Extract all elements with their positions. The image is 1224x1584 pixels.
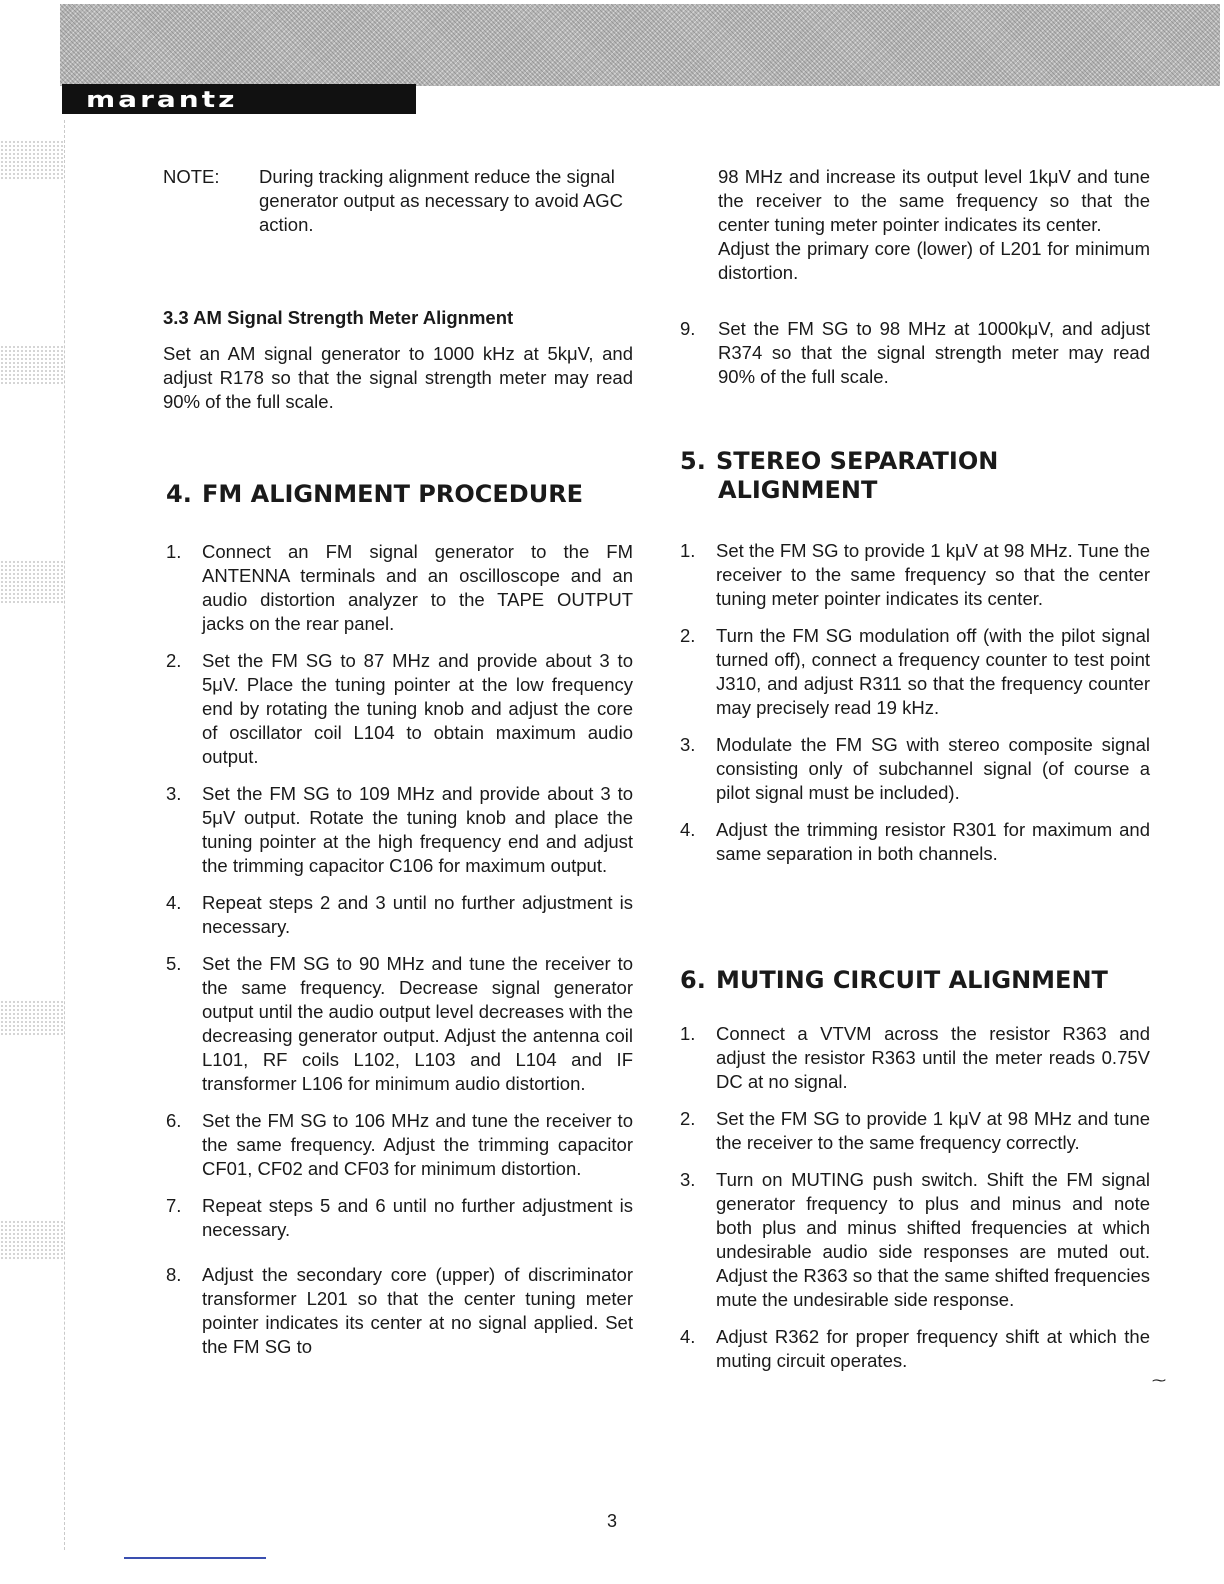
- list-item: [680, 539, 1150, 611]
- binding-edge: [64, 120, 66, 1550]
- step-number: 4.: [680, 1326, 696, 1347]
- step-text: Turn on MUTING push switch. Shift the FM signal generator frequency to plus and minus and note both plus and minus shifted frequencies at which undesirable audio side responses are muted out. Adjust the R363 so that the same shifted frequencies mute the undesirable side response.: [716, 1169, 1150, 1310]
- section-4-number: 4.: [166, 480, 192, 508]
- section-6-steps: [680, 1022, 1150, 1373]
- step-text: Repeat steps 5 and 6 until no further adjustment is necessary.: [202, 1195, 633, 1240]
- step-number: 8.: [166, 1264, 182, 1285]
- section-6-heading: [680, 966, 1150, 995]
- list-item: [166, 782, 633, 878]
- list-item: [680, 733, 1150, 805]
- step-number: 2.: [680, 1108, 696, 1129]
- list-item: [680, 317, 1150, 389]
- step-text: Set the FM SG to 90 MHz and tune the receiver to the same frequency. Decrease signal generator output until the audio output level decreases with the decreasing generator output. Adjust the antenna coil L101, RF coils L102, L103 and L104 and IF transformer L106 for minimum audio distortion.: [202, 953, 633, 1094]
- scan-speckle: [0, 345, 64, 385]
- step-number: 7.: [166, 1195, 182, 1216]
- step-number: 2.: [680, 625, 696, 646]
- step-text: Modulate the FM SG with stereo composite signal consisting only of subchannel signal (of course a pilot signal must be included).: [716, 734, 1150, 803]
- section-5-steps: [680, 539, 1150, 866]
- step-text: Set the FM SG to 87 MHz and provide about 3 to 5μV. Place the tuning pointer at the low frequency end by rotating the tuning knob and adjust the core of oscillator coil L104 to obtain maximum audio output.: [202, 650, 633, 767]
- section-5-title-line2: ALIGNMENT: [718, 476, 878, 504]
- section-3-3: [163, 306, 633, 414]
- list-item: [680, 1107, 1150, 1155]
- list-item: [166, 891, 633, 939]
- step-number: 6.: [166, 1110, 182, 1131]
- step-text: Connect a VTVM across the resistor R363 and adjust the resistor R363 until the meter reads 0.75V DC at no signal.: [716, 1023, 1150, 1092]
- note-text: During tracking alignment reduce the signal generator output as necessary to avoid AGC action.: [259, 166, 624, 235]
- step-number: 1.: [680, 1023, 696, 1044]
- step-text: Turn the FM SG modulation off (with the pilot signal turned off), connect a frequency counter to test point J310, and adjust R311 so that the frequency counter may precisely read 19 kHz.: [716, 625, 1150, 718]
- bottom-rule: [124, 1557, 266, 1559]
- scan-speckle: [0, 1000, 64, 1035]
- logo-text: marantz: [86, 85, 238, 113]
- step-text: Set the FM SG to 109 MHz and provide about 3 to 5μV output. Rotate the tuning knob and place the tuning pointer at the high frequency end and adjust the trimming capacitor C106 for maximum output.: [202, 783, 633, 876]
- note-block: [163, 165, 633, 237]
- list-item: [166, 649, 633, 769]
- header-band: [60, 4, 1220, 86]
- list-item: [166, 952, 633, 1096]
- scan-speckle: [0, 1220, 64, 1260]
- step-number: 9.: [680, 318, 696, 339]
- list-item: [166, 1194, 633, 1242]
- step-text: Adjust the secondary core (upper) of discriminator transformer L201 so that the center tuning meter pointer indicates its center at no signal applied. Set the FM SG to: [202, 1264, 633, 1357]
- list-item: [680, 1325, 1150, 1373]
- list-item: [680, 624, 1150, 720]
- list-item: [680, 1022, 1150, 1094]
- step-number: 3.: [680, 1169, 696, 1190]
- step-text: Adjust R362 for proper frequency shift at which the muting circuit operates.: [716, 1326, 1150, 1371]
- section-3-3-heading: 3.3 AM Signal Strength Meter Alignment: [163, 307, 514, 328]
- section-5-title-line1: STEREO SEPARATION: [716, 447, 999, 475]
- step-number: 3.: [680, 734, 696, 755]
- page-number: 3: [606, 1511, 617, 1531]
- scan-mark: ⁓: [1152, 1372, 1166, 1388]
- list-item: [166, 540, 633, 636]
- step-text: Set the FM SG to 98 MHz at 1000kμV, and adjust R374 so that the signal strength meter may read 90% of the full scale.: [718, 318, 1150, 387]
- scan-speckle: [0, 140, 64, 180]
- continuation-text: 98 MHz and increase its output level 1kμV and tune the receiver to the same frequency so that the center tuning meter pointer indicates its center.: [718, 166, 1150, 235]
- list-item: [166, 1109, 633, 1181]
- brand-logo: [62, 84, 416, 114]
- section-4-title: FM ALIGNMENT PROCEDURE: [202, 480, 584, 508]
- step-number: 1.: [680, 540, 696, 561]
- step-9: [680, 317, 1150, 402]
- step-number: 4.: [166, 892, 182, 913]
- list-item: [680, 1168, 1150, 1312]
- section-6-title: MUTING CIRCUIT ALIGNMENT: [716, 966, 1108, 994]
- step-number: 3.: [166, 783, 182, 804]
- section-4-heading: [166, 480, 636, 509]
- list-item: [166, 1263, 633, 1359]
- step-text: Set the FM SG to 106 MHz and tune the receiver to the same frequency. Adjust the trimming capacitor CF01, CF02 and CF03 for minimum distortion.: [202, 1110, 633, 1179]
- step-text: Repeat steps 2 and 3 until no further adjustment is necessary.: [202, 892, 633, 937]
- step-number: 2.: [166, 650, 182, 671]
- section-3-3-body: Set an AM signal generator to 1000 kHz at 5kμV, and adjust R178 so that the signal strength meter may read 90% of the full scale.: [163, 343, 633, 412]
- section-5-heading: [680, 447, 1150, 505]
- step-8-continuation: [718, 165, 1150, 285]
- step-text: Set the FM SG to provide 1 kμV at 98 MHz and tune the receiver to the same frequency correctly.: [716, 1108, 1150, 1153]
- step-text: Adjust the trimming resistor R301 for maximum and same separation in both channels.: [716, 819, 1150, 864]
- scan-speckle: [0, 560, 64, 605]
- step-text: Set the FM SG to provide 1 kμV at 98 MHz. Tune the receiver to the same frequency so that the center tuning meter pointer indicates its center.: [716, 540, 1150, 609]
- note-label: NOTE:: [163, 166, 220, 187]
- section-5-number: 5.: [680, 447, 706, 475]
- step-number: 4.: [680, 819, 696, 840]
- section-4-steps: [166, 540, 633, 1359]
- section-6-number: 6.: [680, 966, 706, 994]
- continuation-text-2: Adjust the primary core (lower) of L201 for minimum distortion.: [718, 238, 1150, 283]
- step-number: 5.: [166, 953, 182, 974]
- list-item: [680, 818, 1150, 866]
- step-number: 1.: [166, 541, 182, 562]
- step-text: Connect an FM signal generator to the FM ANTENNA terminals and an oscilloscope and an audio distortion analyzer to the TAPE OUTPUT jacks on the rear panel.: [202, 541, 633, 634]
